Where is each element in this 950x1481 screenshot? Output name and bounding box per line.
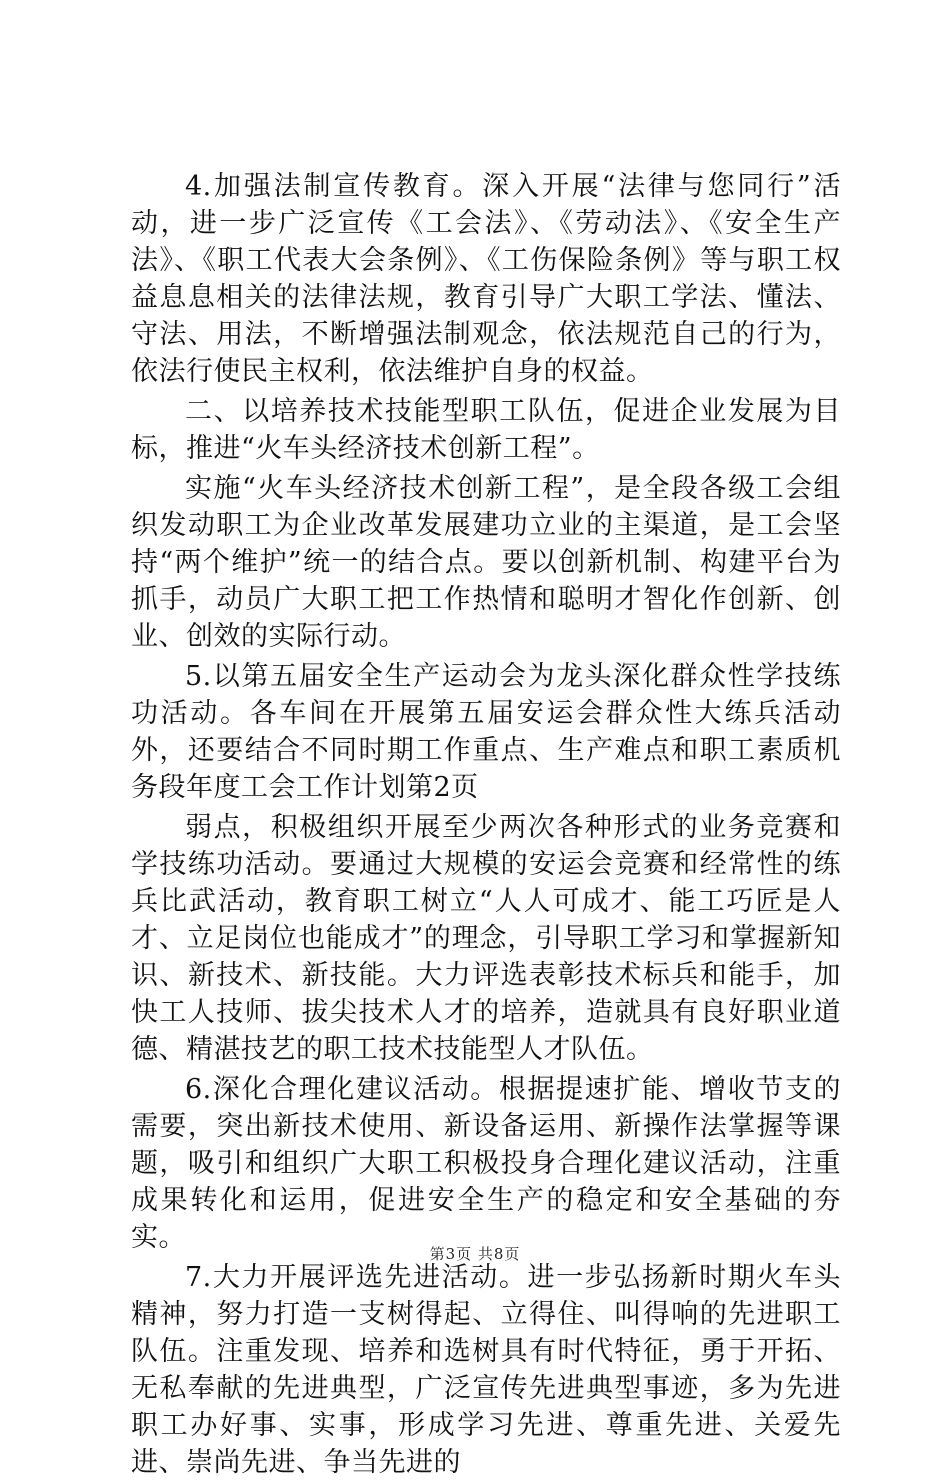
document-body — [131, 168, 841, 1481]
paragraph-item-7: 7.大力开展评选先进活动。进一步弘扬新时期火车头精神，努力打造一支树得起、立得住、叫得响的先进职工队伍。注重发现、培养和选树具有时代特征，勇于开拓、无私奉献的先进典型，广泛宣传先进典型事迹，多为先进职工办好事、实事，形成学习先进、尊重先进、关爱先进、崇尚先进、争当先进的 — [131, 1262, 841, 1478]
paragraph-item-4: 4.加强法制宣传教育。深入开展“法律与您同行”活动，进一步广泛宣传《工会法》、《劳动法》、《安全生产法》、《职工代表大会条例》、《工伤保险条例》等与职工权益息息相关的法律法规，教育引导广大职工学法、懂法、守法、用法，不断增强法制观念，依法规范自己的行为，依法行使民主权利，依法维护自身的权益。 — [131, 171, 841, 387]
paragraph-item-5: 5.以第五届安全生产运动会为龙头深化群众性学技练功活动。各车间在开展第五届安运会群众性大练兵活动外，还要结合不同时期工作重点、生产难点和职工素质机务段年度工会工作计划第2页 — [131, 661, 841, 803]
paragraph-innovation-intro: 实施“火车头经济技术创新工程”，是全段各级工会组织发动职工为企业改革发展建功立业的主渠道，是工会坚持“两个维护”统一的结合点。要以创新机制、构建平台为抓手，动员广大职工把工作热情和聪明才智化作创新、创业、创效的实际行动。 — [131, 473, 841, 652]
paragraph-item-6: 6.深化合理化建议活动。根据提速扩能、增收节支的需要，突出新技术使用、新设备运用、新操作法掌握等课题，吸引和组织广大职工积极投身合理化建议活动，注重成果转化和运用，促进安全生产的稳定和安全基础的夯实。 — [131, 1074, 841, 1253]
page-number-footer: 第3页 共8页 — [429, 1245, 521, 1263]
section-heading-2: 二、以培养技术技能型职工队伍，促进企业发展为目标，推进“火车头经济技术创新工程”。 — [131, 396, 841, 464]
paragraph-item-5-continued: 弱点，积极组织开展至少两次各种形式的业务竞赛和学技练功活动。要通过大规模的安运会竞赛和经常性的练兵比武活动，教育职工树立“人人可成才、能工巧匠是人才、立足岗位也能成才”的理念，引导职工学习和掌握新知识、新技术、新技能。大力评选表彰技术标兵和能手，加快工人技师、拔尖技术人才的培养，造就具有良好职业道德、精湛技艺的职工技术技能型人才队伍。 — [131, 812, 841, 1065]
